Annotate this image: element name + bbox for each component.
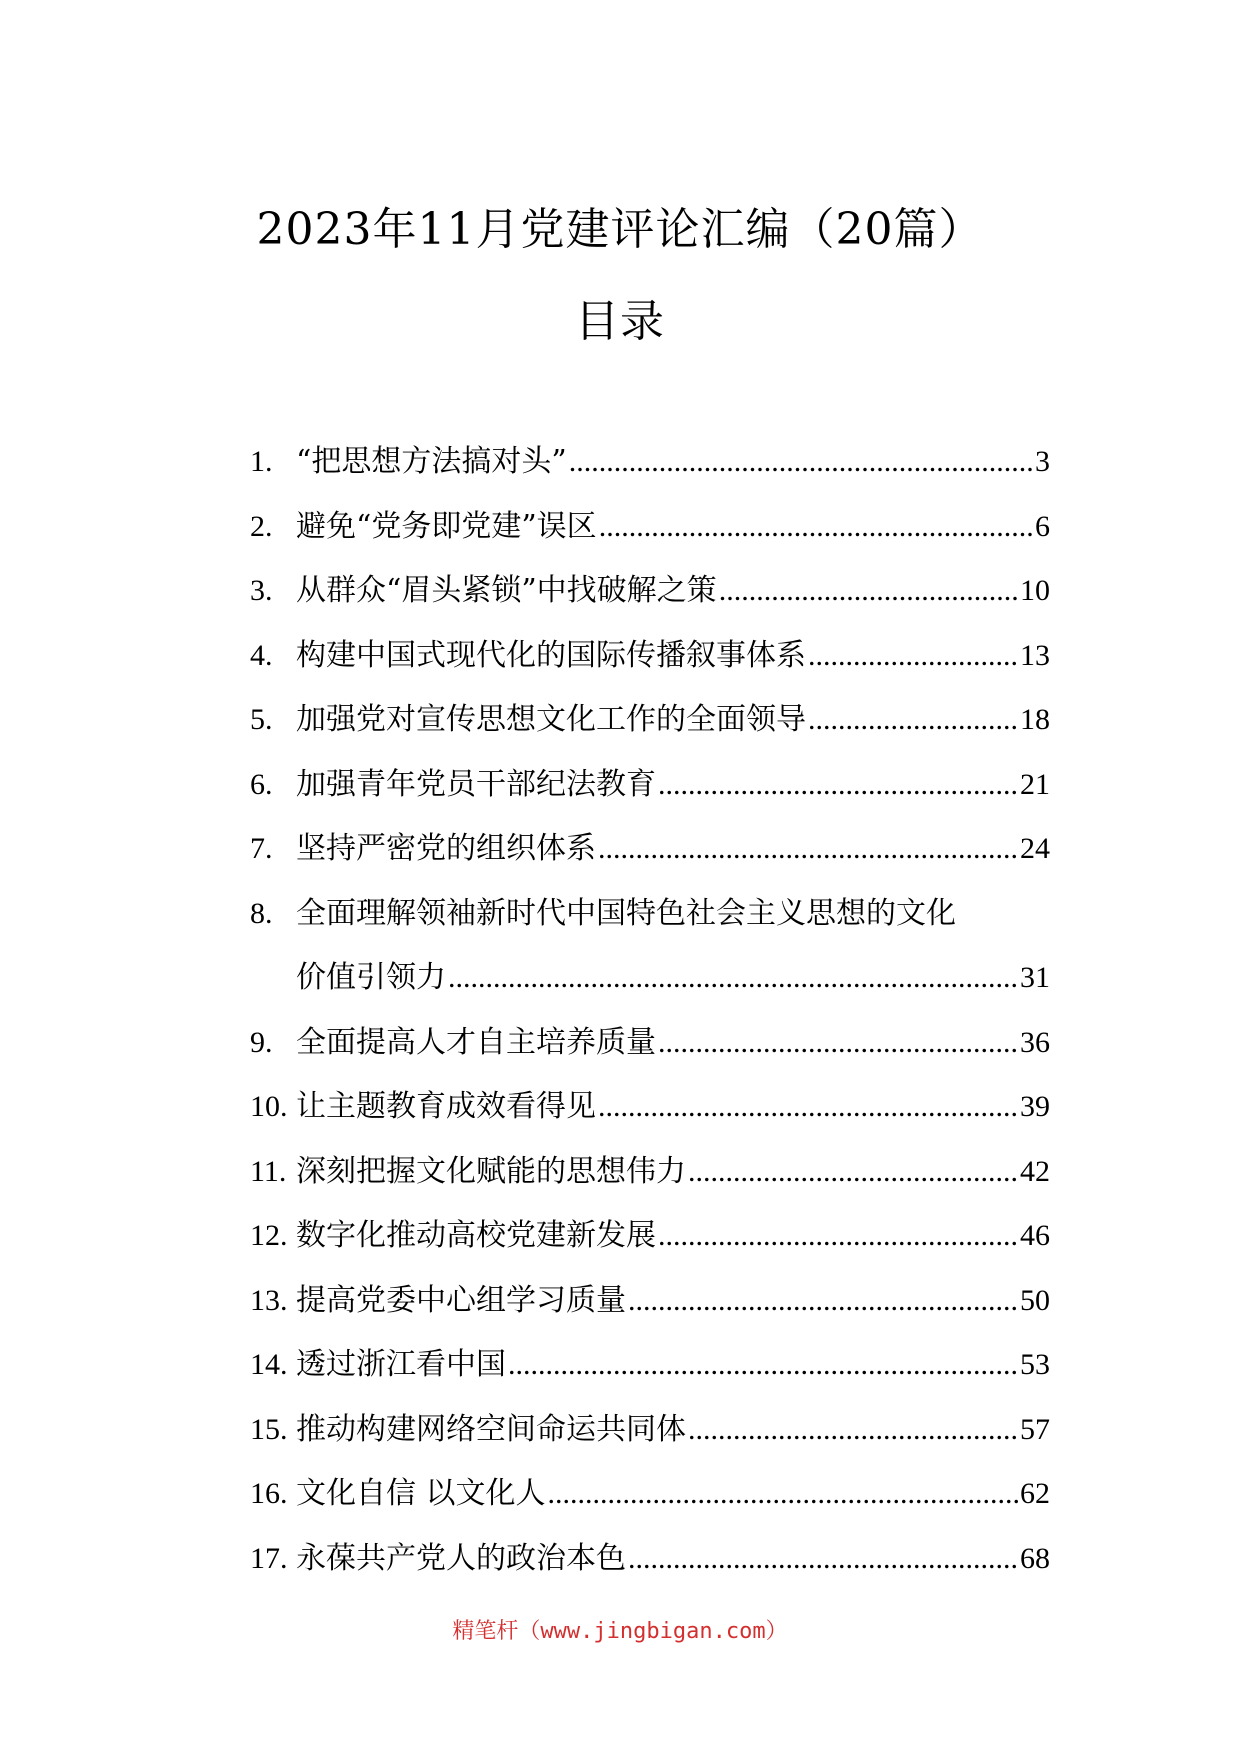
toc-number: 11.: [250, 1154, 287, 1188]
toc-number: 12.: [250, 1219, 288, 1252]
footer-watermark[interactable]: 精笔杆（www.jingbigan.com）: [452, 1619, 788, 1644]
toc-number: 4.: [250, 638, 273, 672]
toc-number: 9.: [250, 1025, 273, 1059]
toc-title: 加强青年党员干部纪法教育: [296, 766, 656, 802]
toc-title: 全面理解领袖新时代中国特色社会主义思想的文化: [296, 895, 956, 931]
toc-title: 避免“党务即党建”误区: [296, 508, 597, 544]
toc-page-number: 36: [1020, 1025, 1050, 1059]
toc-entry-2[interactable]: [250, 495, 1050, 560]
toc-page-number: 39: [1020, 1090, 1050, 1123]
toc-number: 17.: [250, 1541, 288, 1575]
toc-title-continued: 价值引领力: [296, 960, 446, 995]
toc-title: 全面提高人才自主培养质量: [296, 1024, 656, 1060]
dot-leader: [658, 1204, 1018, 1269]
toc-entry-8[interactable]: [250, 882, 1050, 947]
dot-leader: [658, 753, 1018, 818]
dot-leader: [448, 946, 1018, 1011]
toc-title: “把思想方法搞对头”: [296, 444, 567, 479]
toc-entry-3[interactable]: [250, 559, 1050, 624]
dot-leader: [688, 1398, 1018, 1463]
toc-title: 深刻把握文化赋能的思想伟力: [296, 1153, 686, 1189]
toc-entry-14[interactable]: [250, 1333, 1050, 1398]
toc-title: 永葆共产党人的政治本色: [296, 1540, 626, 1576]
toc-title: 让主题教育成效看得见: [296, 1089, 596, 1124]
toc-entry-5[interactable]: [250, 688, 1050, 753]
toc-page-number: 31: [1020, 961, 1050, 994]
dot-leader: [548, 1462, 1018, 1527]
toc-entry-1[interactable]: [250, 430, 1050, 495]
toc-page-number: 24: [1020, 832, 1050, 865]
toc-title: 加强党对宣传思想文化工作的全面领导: [296, 702, 806, 737]
toc-page-number: 68: [1020, 1541, 1050, 1575]
toc-page-number: 6: [1035, 509, 1050, 543]
table-of-contents: [250, 430, 1050, 1591]
toc-entry-13[interactable]: [250, 1269, 1050, 1334]
dot-leader: [719, 559, 1018, 624]
toc-page-number: 21: [1020, 767, 1050, 801]
document-title: 2023年11月党建评论汇编（20篇）: [256, 204, 984, 255]
toc-entry-16[interactable]: [250, 1462, 1050, 1527]
toc-page-number: 50: [1020, 1283, 1050, 1317]
dot-leader: [808, 688, 1018, 753]
toc-page-number: 46: [1020, 1219, 1050, 1252]
toc-page-number: 57: [1020, 1412, 1050, 1446]
toc-number: 13.: [250, 1283, 288, 1317]
toc-entry-12[interactable]: [250, 1204, 1050, 1269]
toc-number: 7.: [250, 832, 273, 865]
toc-number: 8.: [250, 896, 273, 930]
toc-entry-15[interactable]: [250, 1398, 1050, 1463]
toc-page-number: 3: [1035, 445, 1050, 478]
toc-number: 2.: [250, 509, 273, 543]
toc-heading: 目录: [575, 296, 665, 347]
toc-entry-9[interactable]: [250, 1011, 1050, 1076]
dot-leader: [598, 817, 1018, 882]
toc-page-number: 62: [1020, 1477, 1050, 1510]
dot-leader: [658, 1011, 1018, 1076]
toc-title: 推动构建网络空间命运共同体: [296, 1411, 686, 1447]
toc-title: 从群众“眉头紧锁”中找破解之策: [296, 573, 717, 608]
toc-title: 数字化推动高校党建新发展: [296, 1218, 656, 1253]
toc-entry-11[interactable]: [250, 1140, 1050, 1205]
toc-number: 5.: [250, 703, 273, 736]
toc-entry-6[interactable]: [250, 753, 1050, 818]
toc-page-number: 10: [1020, 574, 1050, 607]
dot-leader: [598, 1075, 1018, 1140]
toc-number: 14.: [250, 1348, 288, 1381]
toc-number: 3.: [250, 574, 273, 607]
toc-title: 提高党委中心组学习质量: [296, 1282, 626, 1318]
toc-page-number: 18: [1020, 703, 1050, 736]
dot-leader: [808, 624, 1018, 689]
toc-title: 透过浙江看中国: [296, 1347, 506, 1382]
dot-leader: [688, 1140, 1018, 1205]
dot-leader: [569, 430, 1033, 495]
toc-title: 构建中国式现代化的国际传播叙事体系: [296, 637, 806, 673]
toc-number: 15.: [250, 1412, 288, 1446]
toc-page-number: 13: [1020, 638, 1050, 672]
toc-number: 16.: [250, 1477, 288, 1510]
dot-leader: [599, 495, 1033, 560]
toc-page-number: 53: [1020, 1348, 1050, 1381]
dot-leader: [508, 1333, 1018, 1398]
toc-entry-8-continued[interactable]: [250, 946, 1050, 1011]
toc-entry-17[interactable]: [250, 1527, 1050, 1592]
dot-leader: [628, 1269, 1018, 1334]
toc-entry-10[interactable]: [250, 1075, 1050, 1140]
toc-number: 10.: [250, 1090, 288, 1123]
toc-entry-7[interactable]: [250, 817, 1050, 882]
toc-number: 6.: [250, 767, 273, 801]
toc-page-number: 42: [1020, 1154, 1050, 1188]
toc-entry-4[interactable]: [250, 624, 1050, 689]
dot-leader: [628, 1527, 1018, 1592]
toc-title: 坚持严密党的组织体系: [296, 831, 596, 866]
toc-number: 1.: [250, 445, 273, 478]
toc-title: 文化自信 以文化人: [296, 1476, 546, 1511]
